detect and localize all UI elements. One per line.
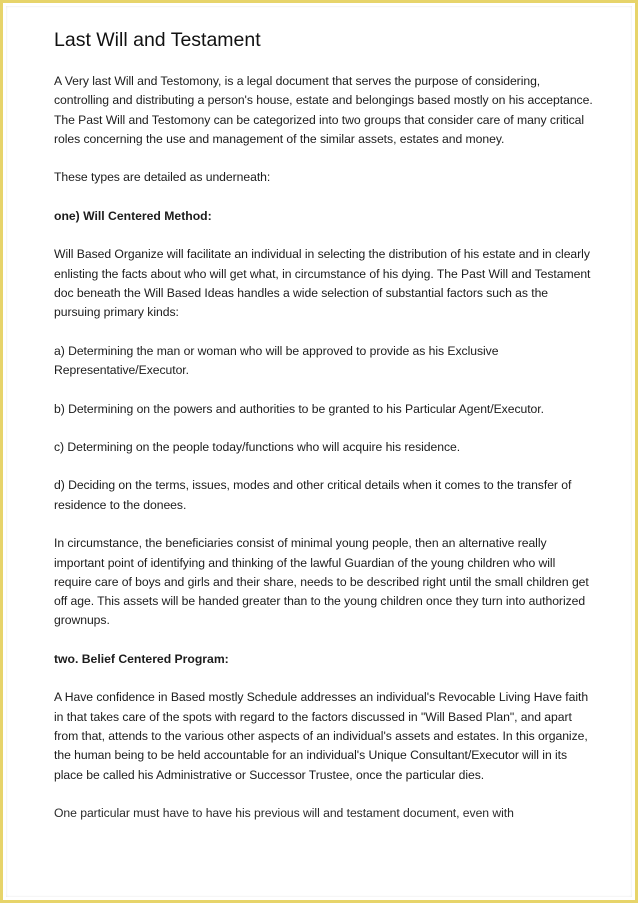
belief-program-paragraph: A Have confidence in Based mostly Schedule addresses an individual's Revocable Living Have faith in that takes care of the spots with regard to the factors discussed in "Will Based Plan", and apart from that, attends to the various other aspects of an individual's assets and estates. In this organize, the human being to be held accountable for an individual's Unique Consultant/Executor will in its place be called his Administrative or Successor Trustee, once the particular dies. (54, 690, 589, 782)
document-title: Last Will and Testament (54, 29, 261, 51)
intro-paragraph: A Very last Will and Testomony, is a legal document that serves the purpose of considering, controlling and distributing a person's house, estate and belongings based mostly on his acceptance. The Past Will and Testomony can be categorized into two groups that consider care of many critical roles concerning the use and management of the similar assets, estates and money. (54, 74, 593, 146)
will-method-paragraph: Will Based Organize will facilitate an individual in selecting the distribution of his estate and in clearly enlisting the facts about who will get what, in circumstance of his dying. The Past Will and Testament doc beneath the Will Based Ideas handles a wide selection of substantial factors such as the pursuing primary kinds: (54, 247, 591, 320)
closing-paragraph-fragment: One particular must have to have his previous will and testament document, even with (54, 806, 514, 821)
list-item-a: a) Determining the man or woman who will be approved to provide as his Exclusive Representative/Executor. (54, 343, 499, 378)
section-heading-belief-program: two. Belief Centered Program: (54, 651, 229, 666)
guardian-paragraph: In circumstance, the beneficiaries consist of minimal young people, then an alternative really important point of identifying and thinking of the lawful Guardian of the young children who will require care of boys and girls and their share, needs to be described right until the small children get off age. This assets will be handed greater than to the young children once they turn into authorized grownups. (54, 536, 589, 628)
list-item-c: c) Determining on the people today/functions who will acquire his residence. (54, 439, 461, 454)
document-body (54, 28, 594, 843)
list-item-b: b) Determining on the powers and authorities to be granted to his Particular Agent/Executor. (54, 401, 544, 416)
section-heading-will-method: one) Will Centered Method: (54, 208, 212, 223)
types-intro-paragraph: These types are detailed as underneath: (54, 170, 271, 185)
list-item-d: d) Deciding on the terms, issues, modes and other critical details when it comes to the transfer of residence to the donees. (54, 478, 572, 512)
